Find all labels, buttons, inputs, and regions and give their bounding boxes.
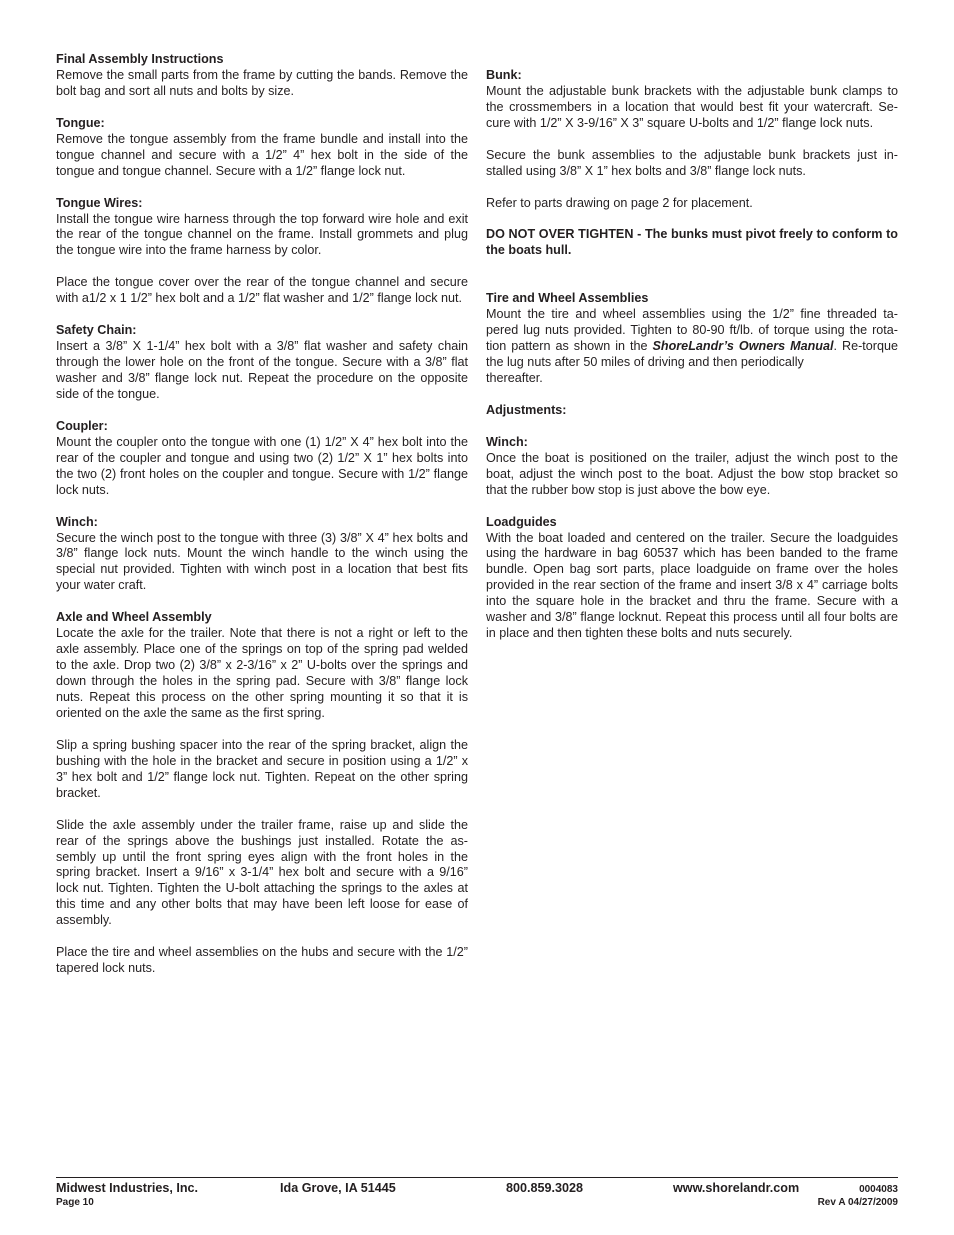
right-column — [486, 68, 898, 642]
bunk-text-1: Mount the adjustable bunk brackets with the adjustable bunk clamps to the crossmembers in a location that would best fit your watercraft. Se- cure with 1/2” X 3-9/16” X 3” square U-bolts and 1/2” flange lock nuts. — [486, 83, 898, 130]
tongue-text: Remove the tongue assembly from the frame bundle and install into the tongue channel and secure with a 1/2” 4” hex bolt in the side of the tongue and tongue channel. Secure with a 1/2” flange lock nut. — [56, 131, 468, 178]
bunk-heading: Bunk: — [486, 68, 522, 82]
left-column — [56, 52, 468, 977]
spacer — [486, 275, 898, 291]
tire-wheel-heading: Tire and Wheel Assemblies — [486, 291, 649, 306]
tongue-section — [56, 116, 468, 180]
axle-text-1: Locate the axle for the trailer. Note that there is not a right or left to the axle assembly. Place one of the springs on top of the spring pad welded to the axle. Drop two (2) 3/8” x 2-3/16” x 2” U-bolts over the springs and down through the holes in the spring pad. Secure with 3/8” flange lock nuts. Repeat this process on the other spring mounting it so that it is oriented on the axle the same as the first spring. — [56, 626, 468, 720]
footer-website: www.shorelandr.com — [673, 1181, 800, 1195]
tongue-heading: Tongue: — [56, 115, 105, 130]
coupler-heading: Coupler: — [56, 418, 108, 433]
loadguides-section — [486, 515, 898, 643]
bunk-text-3: Refer to parts drawing on page 2 for placement. — [486, 195, 753, 210]
final-assembly-text: Remove the small parts from the frame by cutting the bands. Remove the bolt bag and sort all nuts and bolts by size. — [56, 67, 468, 98]
owners-manual-title: ShoreLandr’s Owners Manual — [652, 339, 834, 354]
winch-text-right: Once the boat is positioned on the trailer, adjust the winch post to the boat, adjust the winch post to the boat. Adjust the bow stop bracket so that the rubber bow stop is just above the bow eye. — [486, 450, 898, 497]
winch-heading-right: Winch: — [486, 434, 528, 449]
axle-section — [56, 610, 468, 977]
bunk-warning: DO NOT OVER TIGHTEN - The bunks must pivot freely to conform to the boats hull. — [486, 227, 898, 258]
axle-text-3: Slide the axle assembly under the trailer frame, raise up and slide the rear of the springs above the bushings just installed. Rotate the as- sembly up until the front spring eyes align with the front holes in the spring bracket. Insert a 9/16” x 3-1/4” hex bolt and secure with a 9/16” lock nut. Tighten. Tighten the U-bolt attaching the springs to the axles at this time and any other bolts that may have been left loose for ease of assembly. — [56, 817, 468, 928]
axle-text-4: Place the tire and wheel assemblies on the hubs and secure with the 1/2” tapered lock nuts. — [56, 945, 468, 976]
final-assembly-section — [56, 52, 468, 100]
footer-phone: 800.859.3028 — [506, 1181, 584, 1195]
winch-heading-left: Winch: — [56, 514, 98, 529]
safety-chain-text: Insert a 3/8” X 1-1/4” hex bolt with a 3/8” flat washer and safety chain through the lower hole on the front of the tongue. Secure with a 3/8” flat washer and 3/8” flange lock nut. Repeat the procedure on the opposite side of the tongue. — [56, 339, 468, 401]
tongue-wires-text-1: Install the tongue wire harness through the top forward wire hole and exit the rear of the tongue channel on the frame. Install grommets and plug the tongue wire into the frame harness by color. — [56, 211, 468, 258]
winch-text-left: Secure the winch post to the tongue with three (3) 3/8” X 4” hex bolts and 3/8” flange lock nuts. Mount the winch handle to the winch using the special nut provided. Tighten with winch post in a location that best fits your water craft. — [56, 530, 468, 593]
winch-section-right — [486, 435, 898, 499]
footer-doc-number: 0004083 — [859, 1184, 898, 1195]
tongue-wires-section — [56, 196, 468, 308]
tire-wheel-text-c: thereafter. — [486, 371, 543, 386]
adjustments-section — [486, 403, 898, 419]
footer-revision: Rev A 04/27/2009 — [817, 1197, 898, 1208]
tongue-wires-text-2: Place the tongue cover over the rear of the tongue channel and secure with a1/2 x 1 1/2” hex bolt and a 1/2” flat washer and 1/2” flange lock nut. — [56, 275, 468, 306]
final-assembly-heading: Final Assembly Instructions — [56, 52, 224, 66]
tire-wheel-text-b: . Re-torque the lug nuts after 50 miles of driving and then periodically — [486, 339, 898, 370]
footer-city: Ida Grove, IA 51445 — [280, 1181, 396, 1195]
safety-chain-section — [56, 323, 468, 403]
axle-heading: Axle and Wheel Assembly — [56, 610, 212, 625]
loadguides-text: With the boat loaded and centered on the trailer. Secure the loadguides using the hardware in bag 60537 which has been banded to the frame bundle. Open bag sort parts, place loadguide on frame over the holes provided in the rear section of the frame and insert 3/8 x 4” carriage bolts into the square hole in the bracket and thru the frame. Secure with a washer and 3/8” flange locknut. Repeat this process until all four bolts are in place and then tighten these bolts and nuts securely. — [486, 530, 898, 641]
winch-section-left — [56, 515, 468, 595]
tongue-wires-heading: Tongue Wires: — [56, 195, 143, 210]
axle-text-2: Slip a spring bushing spacer into the rear of the spring bracket, align the bushing with the hole in the bracket and secure in position using a 1/2” x 3” hex bolt and 1/2” flange lock nut. Tighten. Repeat on the other spring bracket. — [56, 737, 468, 800]
tire-wheel-text-a: Mount the tire and wheel assemblies using the 1/2” fine threaded ta- pered lug nuts provided. Tighten to 80-90 ft/lb. of torque using the rota- tion pattern as shown in the — [486, 307, 898, 354]
coupler-section — [56, 419, 468, 499]
coupler-text: Mount the coupler onto the tongue with one (1) 1/2” X 4” hex bolt into the rear of the coupler and tongue and using two (2) 1/2” X 1” hex bolts into the two (2) front holes on the coupler and tongue. Secure with 1/2” flange lock nuts. — [56, 434, 468, 497]
footer-company: Midwest Industries, Inc. — [56, 1181, 199, 1195]
bunk-section — [486, 68, 898, 259]
tire-wheel-text — [486, 307, 898, 371]
safety-chain-heading: Safety Chain: — [56, 323, 137, 338]
loadguides-heading: Loadguides — [486, 514, 557, 529]
bunk-text-2: Secure the bunk assemblies to the adjustable bunk brackets just in- stalled using 3/8” X 1” hex bolts and 3/8” flange lock nuts. — [486, 147, 898, 178]
footer-divider — [56, 1177, 898, 1178]
footer-page-number: Page 10 — [56, 1197, 94, 1208]
adjustments-heading: Adjustments: — [486, 402, 567, 417]
tire-wheel-section — [486, 291, 898, 387]
